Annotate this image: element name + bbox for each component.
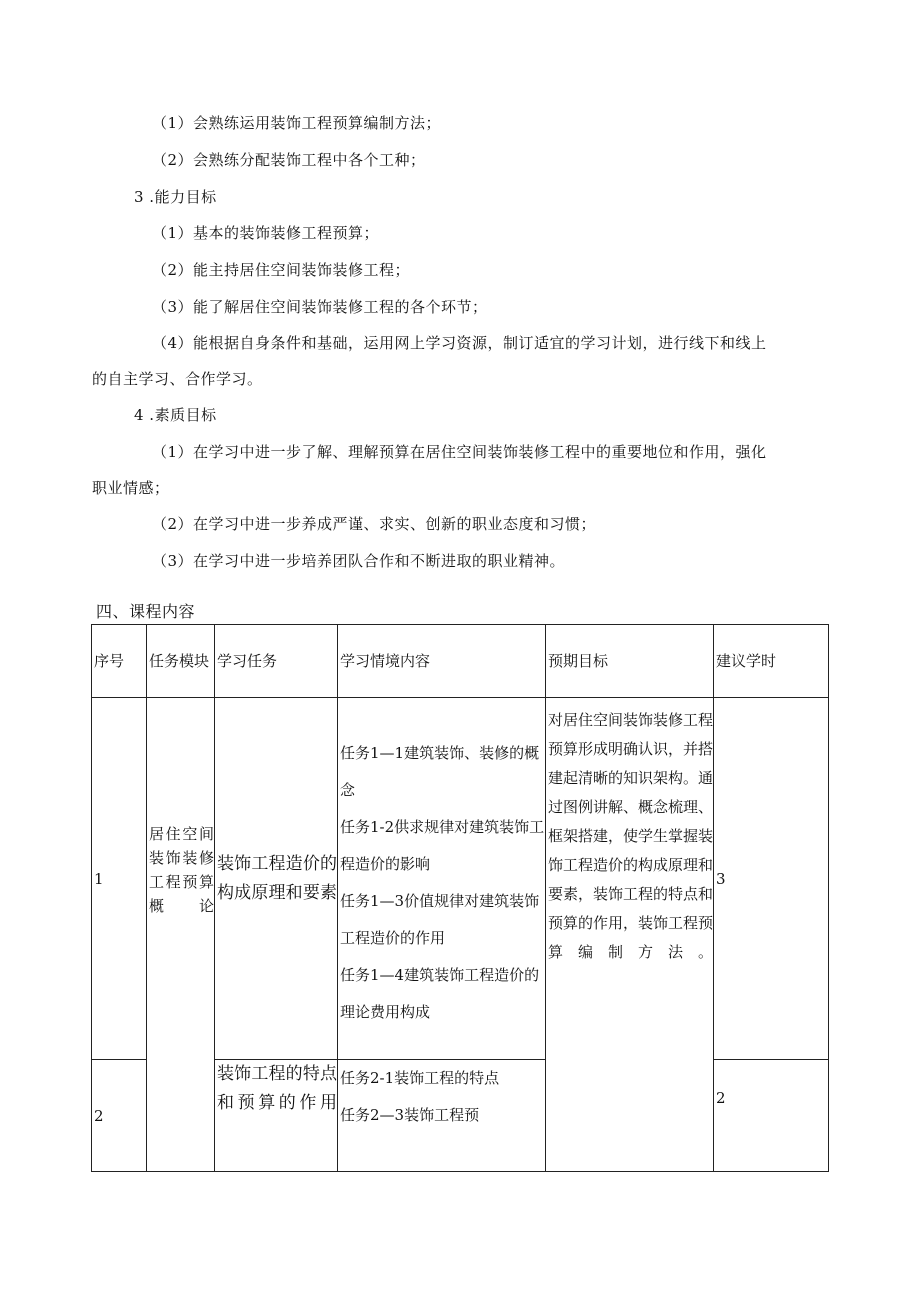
paragraph-line: 职业情感； (92, 479, 170, 497)
goal-cell: 对居住空间装饰装修工程预算形成明确认识，并搭建起清晰的知识架构。通过图例讲解、概念梳理、框架搭建，使学生掌握装饰工程造价的构成原理和要素，装饰工程的特点和预算的作用，装饰工程预算编制方法。 (546, 698, 714, 1172)
section-heading: 3 .能力目标 (134, 188, 217, 206)
header-cell: 序号 (92, 625, 147, 698)
task-cell: 装饰工程造价的构成原理和要素 (215, 698, 338, 1060)
header-cell: 预期目标 (546, 625, 714, 698)
paragraph-line: （2）会熟练分配装饰工程中各个工种； (152, 151, 426, 169)
module-cell: 居住空间装饰装修工程预算概论 (147, 698, 215, 1172)
paragraph-line: （1）会熟练运用装饰工程预算编制方法； (152, 114, 442, 132)
paragraph-line: （1）基本的装饰装修工程预算； (152, 224, 380, 242)
content-cell: 任务1—1建筑装饰、装修的概念 任务1-2供求规律对建筑装饰工程造价的影响 任务1—3价值规律对建筑装饰工程造价的作用 任务1—4建筑装饰工程造价的理论费用构成 (338, 698, 546, 1060)
content-cell: 任务2-1装饰工程的特点 任务2—3装饰工程预 (338, 1060, 546, 1172)
header-cell: 建议学时 (714, 625, 829, 698)
course-content-table (91, 624, 829, 1172)
header-cell: 任务模块 (147, 625, 215, 698)
paragraph-line: 的自主学习、合作学习。 (92, 370, 263, 388)
paragraph-line: （2）在学习中进一步养成严谨、求实、创新的职业态度和习惯； (152, 515, 597, 533)
hours-cell: 3 (714, 698, 829, 1060)
paragraph-line: （3）在学习中进一步培养团队合作和不断进取的职业精神。 (152, 552, 566, 570)
hours-cell: 2 (714, 1060, 829, 1172)
table-row (92, 698, 829, 1060)
paragraph-line: （1）在学习中进一步了解、理解预算在居住空间装饰装修工程中的重要地位和作用，强化 (152, 443, 767, 461)
header-cell: 学习情境内容 (338, 625, 546, 698)
header-cell: 学习任务 (215, 625, 338, 698)
table-header-row (92, 625, 829, 698)
row-number: 1 (92, 698, 147, 1060)
paragraph-line: （4）能根据自身条件和基础，运用网上学习资源，制订适宜的学习计划，进行线下和线上 (152, 334, 767, 352)
paragraph-line: （3）能了解居住空间装饰装修工程的各个环节； (152, 298, 488, 316)
row-number: 2 (92, 1060, 147, 1172)
section-title: 四、课程内容 (96, 602, 196, 621)
paragraph-line: （2）能主持居住空间装饰装修工程； (152, 261, 411, 279)
section-heading: 4 .素质目标 (134, 406, 217, 424)
task-cell: 装饰工程的特点和预算的作用 (215, 1060, 338, 1172)
